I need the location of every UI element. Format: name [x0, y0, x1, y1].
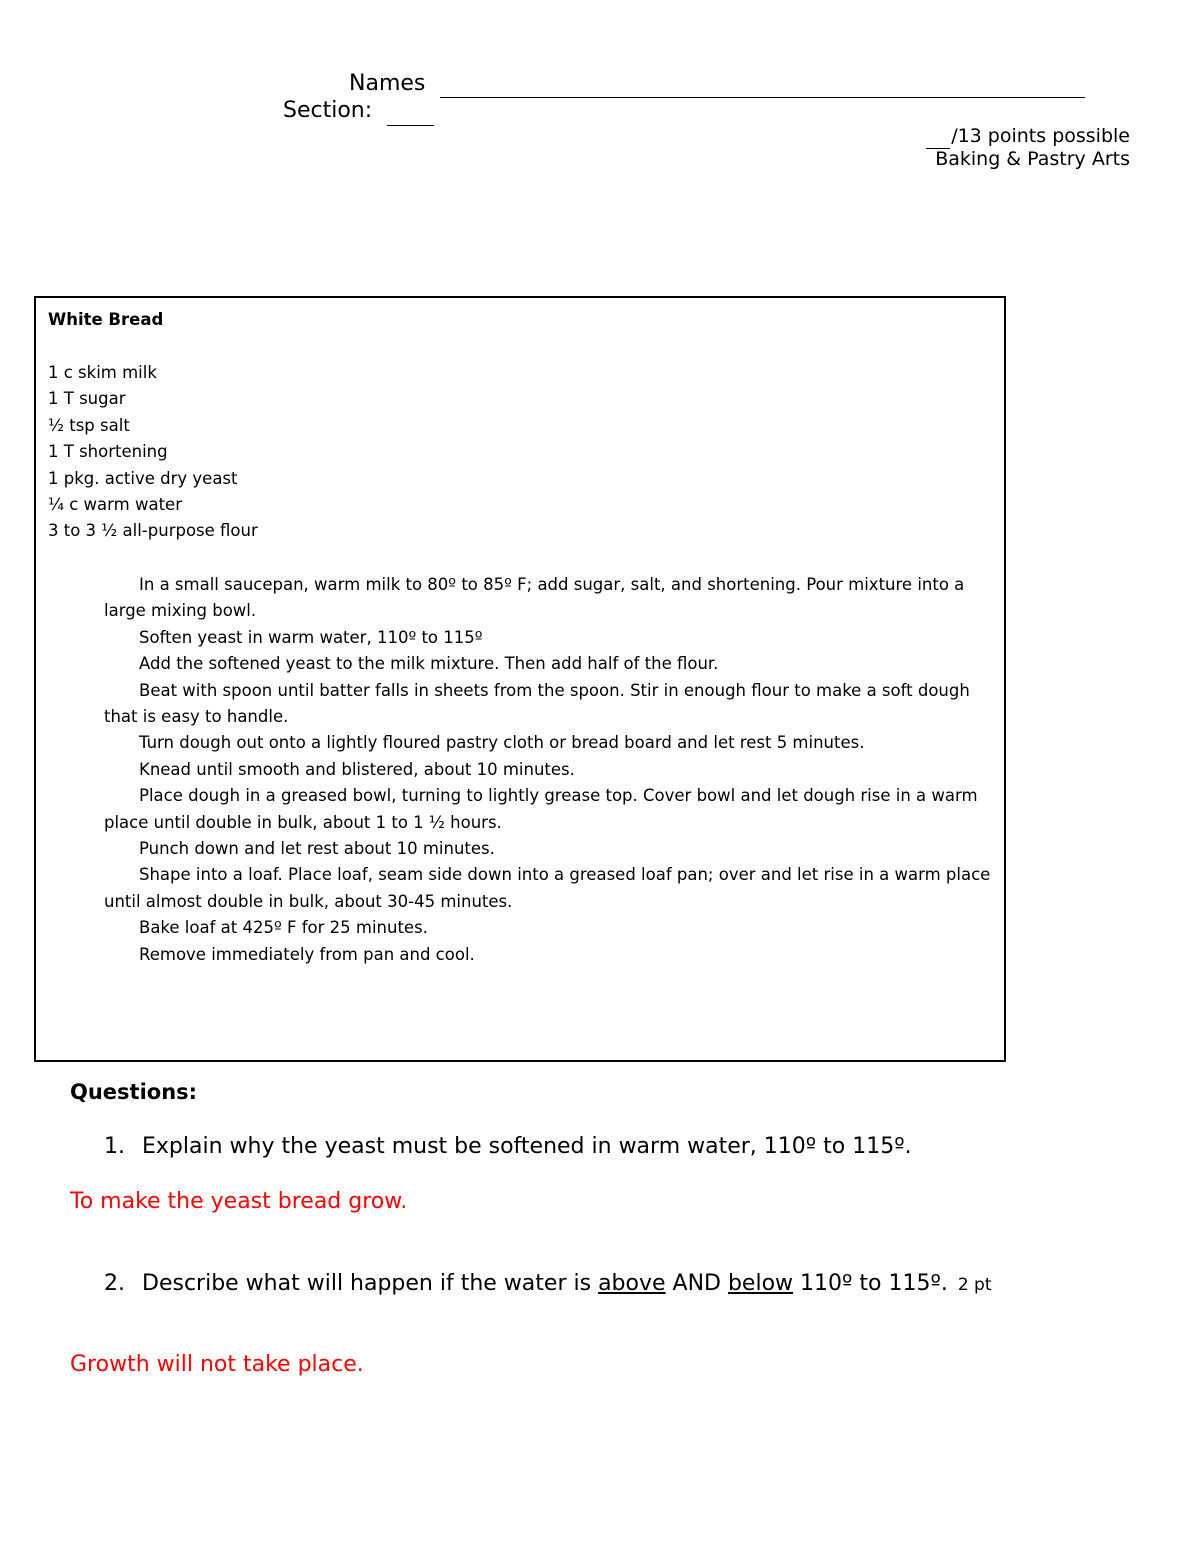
- instruction-step: In a small saucepan, warm milk to 80º to 85º F; add sugar, salt, and shortening. Pour mixture into a large mixing bowl.: [104, 575, 965, 621]
- question-1-answer: To make the yeast bread grow.: [70, 1189, 408, 1214]
- ingredient-item: ¼ c warm water: [48, 495, 182, 515]
- questions-heading: Questions:: [70, 1080, 198, 1104]
- points-blank-line[interactable]: [926, 125, 950, 149]
- question-2-text-after: 110º to 115º.: [793, 1271, 948, 1296]
- section-blank-line[interactable]: [387, 125, 434, 126]
- question-2-text: [142, 1270, 992, 1299]
- instruction-step: Soften yeast in warm water, 110º to 115º: [139, 627, 483, 647]
- question-2-and: AND: [665, 1271, 728, 1296]
- points-text: /13 points possible: [951, 125, 1130, 147]
- instruction-step: Turn dough out onto a lightly floured pastry cloth or bread board and let rest 5 minutes.: [139, 733, 865, 753]
- ingredient-item: 3 to 3 ½ all-purpose flour: [48, 521, 258, 541]
- ingredient-item: ½ tsp salt: [48, 415, 130, 435]
- instruction-step: Knead until smooth and blistered, about 10 minutes.: [139, 759, 575, 779]
- points-possible: [926, 125, 1130, 149]
- instruction-list: [104, 572, 999, 968]
- instruction-step: Punch down and let rest about 10 minutes.: [139, 839, 495, 859]
- instruction-step: Bake loaf at 425º F for 25 minutes.: [139, 918, 428, 938]
- question-2-answer: Growth will not take place.: [70, 1352, 364, 1377]
- ingredient-list: [48, 360, 258, 545]
- recipe-title: White Bread: [48, 310, 164, 329]
- ingredient-item: 1 T shortening: [48, 442, 168, 462]
- question-2-text-before: Describe what will happen if the water is: [142, 1271, 599, 1296]
- section-label: Section:: [283, 98, 373, 123]
- ingredient-item: 1 pkg. active dry yeast: [48, 468, 238, 488]
- subject-title: Baking & Pastry Arts: [935, 148, 1130, 170]
- question-2-number: 2.: [104, 1271, 125, 1296]
- question-1-number: 1.: [104, 1134, 125, 1159]
- instruction-step: Beat with spoon until batter falls in sheets from the spoon. Stir in enough flour to make a soft dough that is easy to handle.: [104, 680, 970, 727]
- question-2-below: below: [727, 1271, 794, 1296]
- instruction-step: Place dough in a greased bowl, turning to lightly grease top. Cover bowl and let dough rise in a warm place until double in bulk, about 1 to 1 ½ hours.: [104, 786, 978, 832]
- question-2-above: above: [598, 1271, 666, 1296]
- ingredient-item: 1 T sugar: [48, 389, 126, 409]
- names-blank-line[interactable]: [440, 97, 1085, 98]
- instruction-step: Add the softened yeast to the milk mixture. Then add half of the flour.: [139, 654, 719, 674]
- question-1-text: Explain why the yeast must be softened in warm water, 110º to 115º.: [142, 1134, 912, 1159]
- names-label: Names: [349, 71, 426, 96]
- instruction-step: Remove immediately from pan and cool.: [139, 944, 475, 964]
- ingredient-item: 1 c skim milk: [48, 363, 157, 382]
- instruction-step: Shape into a loaf. Place loaf, seam side down into a greased loaf pan; over and let rise in a warm place until almost double in bulk, about 30-45 minutes.: [104, 865, 991, 911]
- question-2-points: 2 pt: [957, 1275, 992, 1295]
